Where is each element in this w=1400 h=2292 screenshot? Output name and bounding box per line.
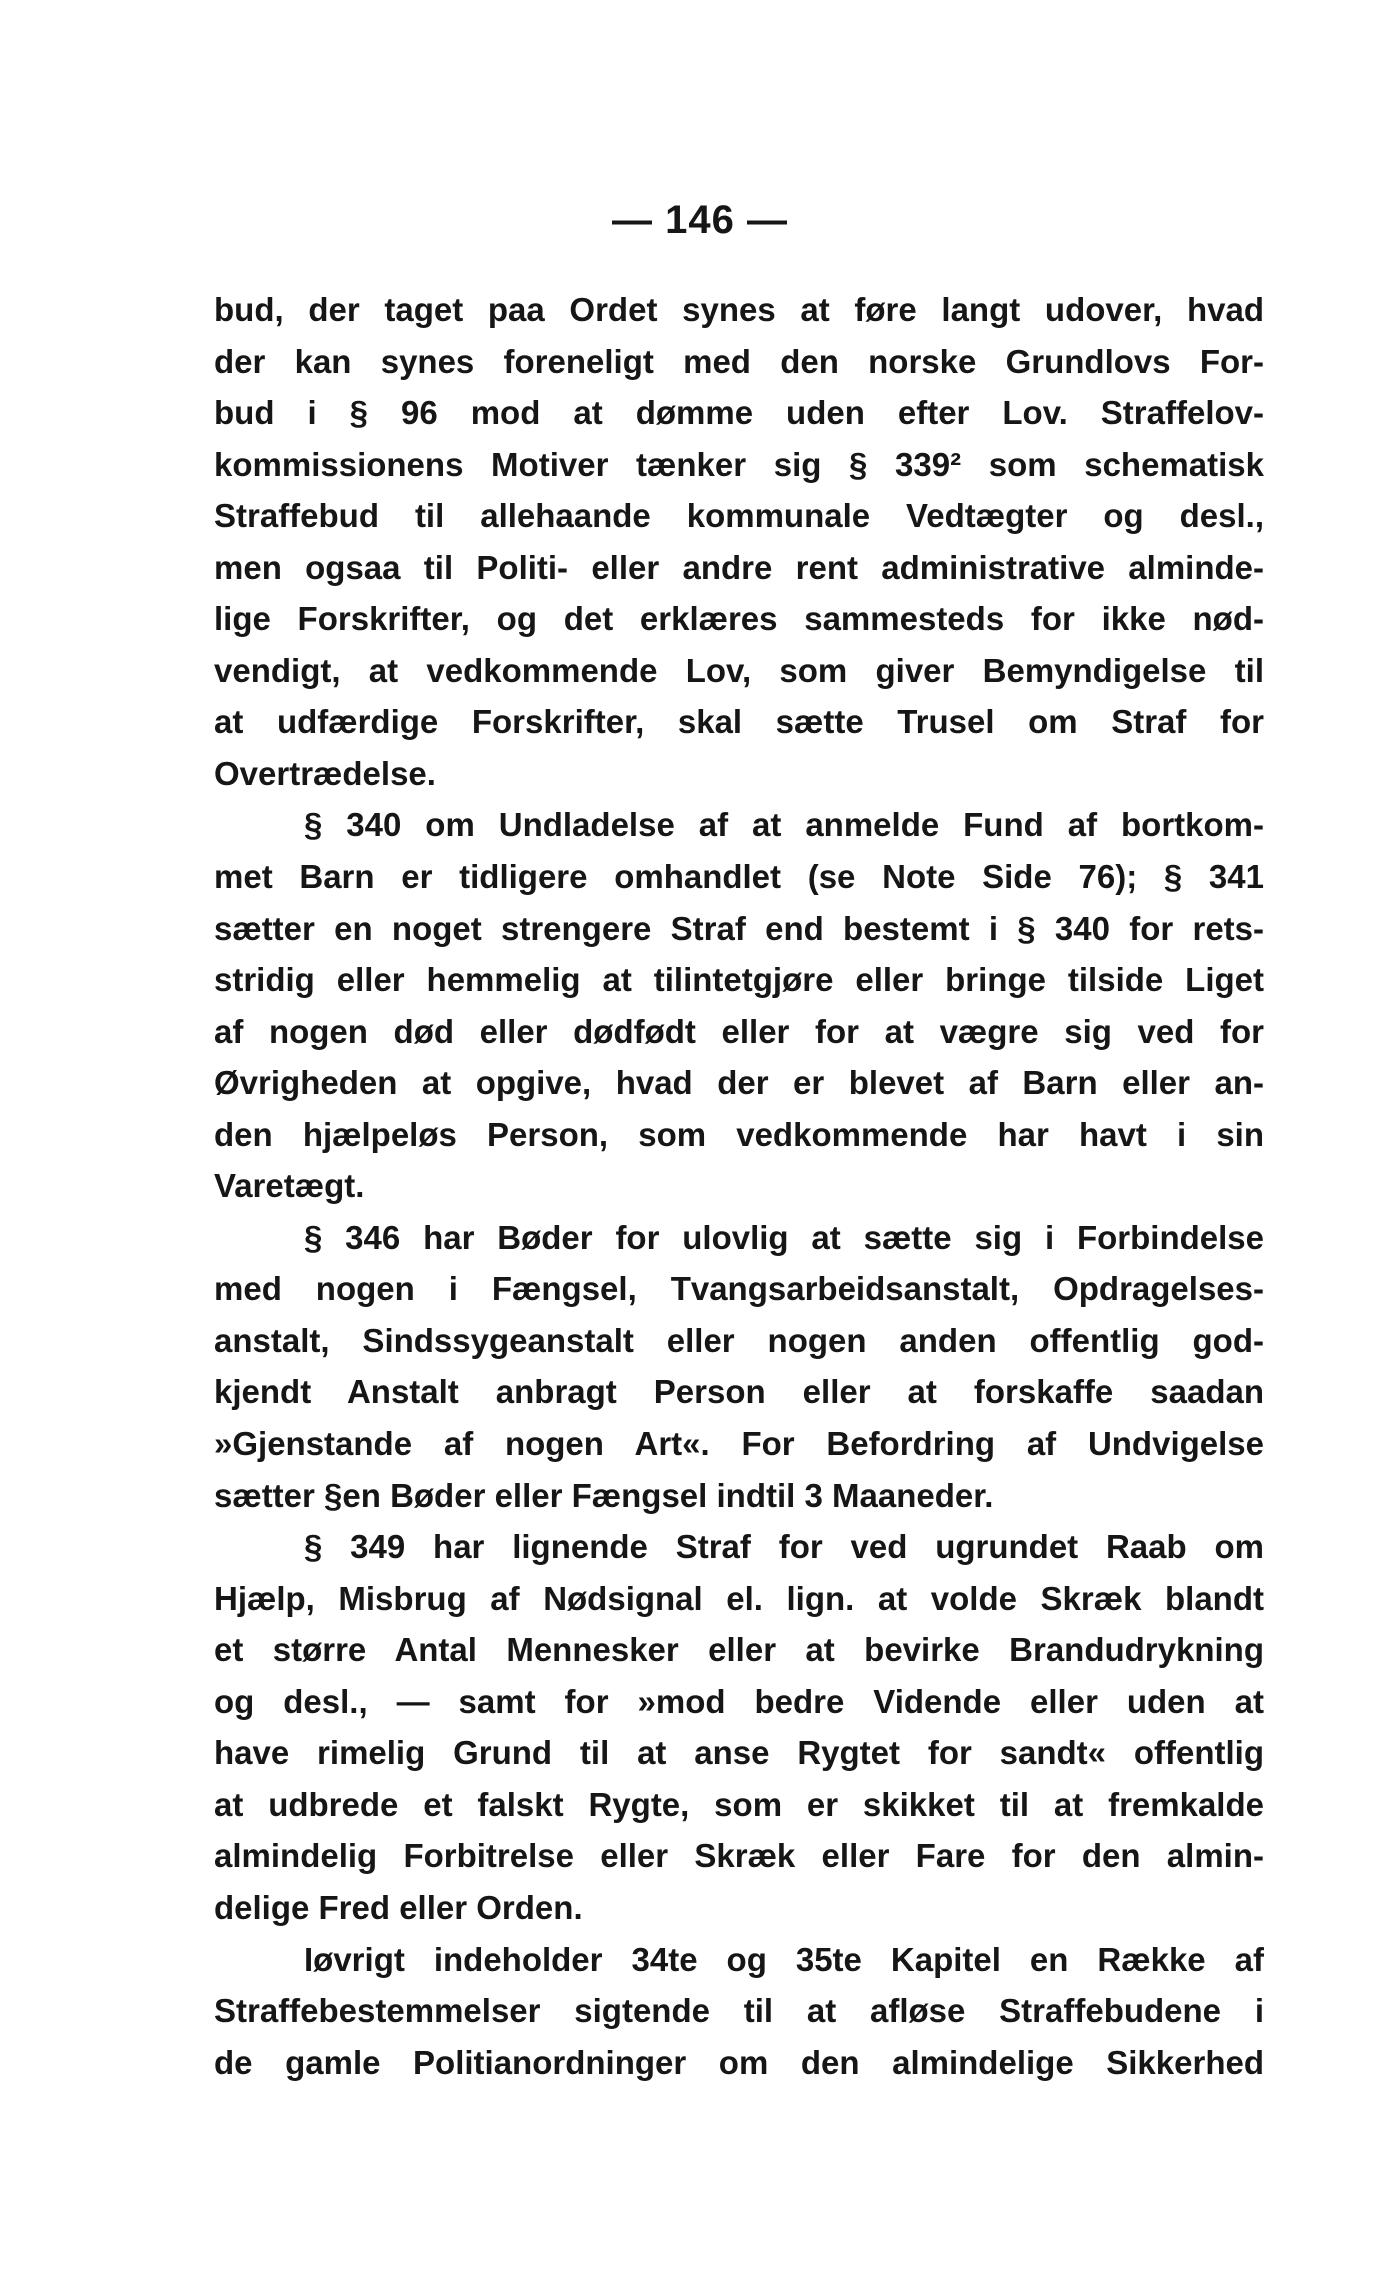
- text-line: Varetægt.: [214, 1167, 365, 1205]
- text-line: sætter en noget strengere Straf end bestemt i § 340 for rets-: [214, 909, 1264, 947]
- text-line: de gamle Politianordninger om den almindelige Sikkerhed: [214, 2043, 1264, 2081]
- text-line: et større Antal Mennesker eller at bevirke Brandudrykning: [214, 1631, 1264, 1669]
- text-line: have rimelig Grund til at anse Rygtet for sandt« offentlig: [214, 1734, 1264, 1772]
- text-line: Iøvrigt indeholder 34te og 35te Kapitel en Række af: [304, 1940, 1264, 1978]
- text-line: met Barn er tidligere omhandlet (se Note Side 76); § 341: [214, 858, 1264, 896]
- text-line: stridig eller hemmelig at tilintetgjøre eller bringe tilside Liget: [214, 961, 1264, 999]
- text-line: Overtrædelse.: [214, 754, 436, 792]
- text-line: at udbrede et falskt Rygte, som er skikket til at fremkalde: [214, 1785, 1264, 1823]
- text-line: vendigt, at vedkommende Lov, som giver Bemyndigelse til: [214, 651, 1264, 689]
- text-line: Straffebestemmelser sigtende til at afløse Straffebudene i: [214, 1992, 1264, 2030]
- text-line: Straffebud til allehaande kommunale Vedtægter og desl.,: [214, 497, 1264, 535]
- text-line: delige Fred eller Orden.: [214, 1888, 583, 1926]
- text-line: kommissionens Motiver tænker sig § 339² som schematisk: [214, 445, 1264, 483]
- body-text: [214, 284, 1264, 2088]
- text-line: kjendt Anstalt anbragt Person eller at forskaffe saadan: [214, 1373, 1264, 1411]
- text-line: og desl., — samt for »mod bedre Vidende eller uden at: [214, 1682, 1264, 1720]
- text-line: sætter §en Bøder eller Fængsel indtil 3 Maaneder.: [214, 1476, 994, 1514]
- text-line: den hjælpeløs Person, som vedkommende har havt i sin: [214, 1115, 1264, 1153]
- text-line: Øvrigheden at opgive, hvad der er blevet af Barn eller an-: [214, 1064, 1264, 1102]
- text-line: bud i § 96 mod at dømme uden efter Lov. Straffelov-: [214, 394, 1264, 432]
- text-line: lige Forskrifter, og det erklæres sammesteds for ikke nød-: [214, 600, 1264, 638]
- text-line: der kan synes foreneligt med den norske Grundlovs For-: [214, 342, 1264, 380]
- text-line: bud, der taget paa Ordet synes at føre langt udover, hvad: [214, 291, 1264, 328]
- page-number: — 146 —: [612, 198, 788, 242]
- text-line: »Gjenstande af nogen Art«. For Befordring af Undvigelse: [214, 1425, 1264, 1463]
- text-line: men ogsaa til Politi- eller andre rent administrative alminde-: [214, 548, 1264, 586]
- text-line: af nogen død eller dødfødt eller for at vægre sig ved for: [214, 1012, 1264, 1050]
- text-line: Hjælp, Misbrug af Nødsignal el. lign. at volde Skræk blandt: [214, 1579, 1264, 1617]
- text-line: at udfærdige Forskrifter, skal sætte Trusel om Straf for: [214, 703, 1264, 741]
- text-line: med nogen i Fængsel, Tvangsarbeidsanstalt, Opdragelses-: [214, 1270, 1264, 1308]
- text-line: almindelig Forbitrelse eller Skræk eller Fare for den almin-: [214, 1837, 1264, 1875]
- text-line: § 349 har lignende Straf for ved ugrundet Raab om: [304, 1528, 1264, 1566]
- text-line: anstalt, Sindssygeanstalt eller nogen anden offentlig god-: [214, 1321, 1264, 1359]
- text-line: § 340 om Undladelse af at anmelde Fund af bortkom-: [304, 806, 1264, 844]
- text-line: § 346 har Bøder for ulovlig at sætte sig i Forbindelse: [304, 1218, 1264, 1256]
